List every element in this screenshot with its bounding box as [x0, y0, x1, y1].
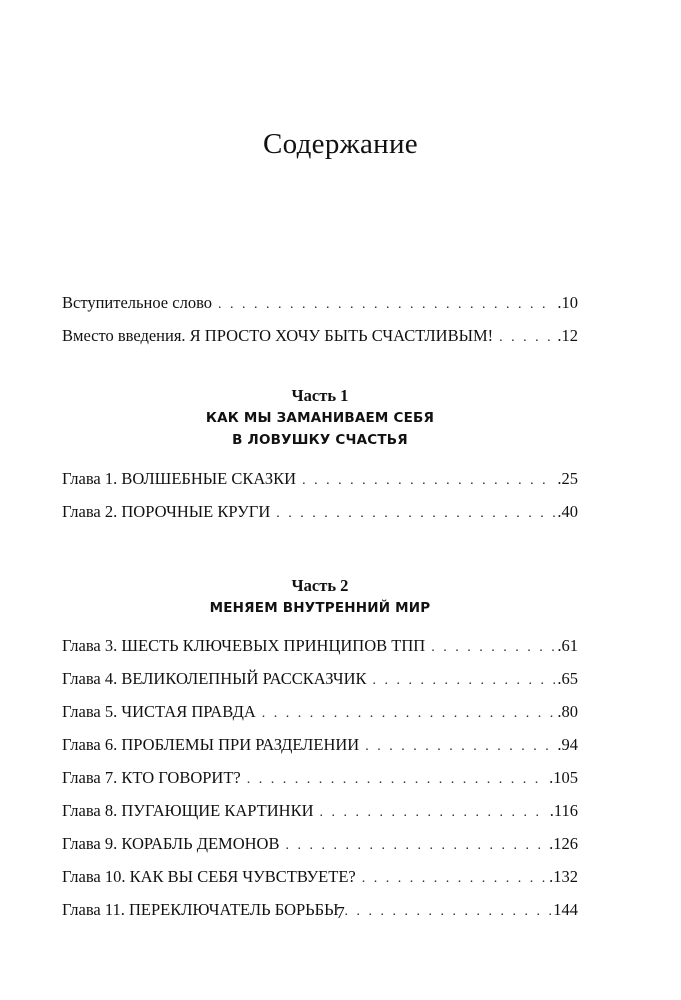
toc-entry-chapter-3 [62, 636, 578, 669]
toc-entry-label: Глава 3. ШЕСТЬ КЛЮЧЕВЫХ ПРИНЦИПОВ ТПП [62, 636, 426, 655]
toc-entry-label: Глава 11. ПЕРЕКЛЮЧАТЕЛЬ БОРЬБЫ [62, 900, 339, 919]
toc-entry-chapter-10 [62, 867, 578, 900]
toc-entry-label: Глава 7. КТО ГОВОРИТ? [62, 768, 241, 787]
part-2-heading [62, 575, 578, 619]
toc-entry-label: Глава 6. ПРОБЛЕМЫ ПРИ РАЗДЕЛЕНИИ [62, 735, 360, 754]
toc-entry-page: 144 [553, 900, 578, 919]
toc-entry-introduction [62, 326, 578, 359]
toc-entry-label: Глава 10. КАК ВЫ СЕБЯ ЧУВСТВУЕТЕ? [62, 867, 356, 886]
dot-leader [373, 673, 556, 689]
dot-leader [499, 330, 555, 346]
dot-leader [362, 871, 547, 887]
dot-leader [365, 739, 555, 755]
toc-entry-chapter-1 [62, 469, 578, 502]
toc-entry-chapter-4 [62, 669, 578, 702]
toc-entry-page: .94 [557, 735, 578, 754]
dot-leader [276, 506, 555, 522]
toc-entry-page: .40 [557, 502, 578, 521]
dot-leader [262, 706, 556, 722]
dot-leader [285, 838, 547, 854]
toc-entry-chapter-7 [62, 768, 578, 801]
toc-entry-page: .132 [549, 867, 578, 886]
part-number: Часть 1 [291, 386, 349, 405]
toc-entry-chapter-2 [62, 502, 578, 535]
toc-entry-page: .25 [557, 469, 578, 488]
toc-entry-chapter-6 [62, 735, 578, 768]
toc-entry-chapter-9 [62, 834, 578, 867]
toc-entry-page: .126 [549, 834, 578, 853]
part-title-line: МЕНЯЕМ ВНУТРЕННИЙ МИР [209, 600, 431, 616]
toc-entry-page: .61 [557, 636, 578, 655]
page-number: 7 [336, 903, 345, 922]
toc-entry-page: .65 [557, 669, 578, 688]
dot-leader [431, 640, 555, 656]
page-title: Содержание [263, 128, 418, 160]
table-of-contents [62, 293, 578, 933]
toc-entry-label: Глава 5. ЧИСТАЯ ПРАВДА [62, 702, 256, 721]
part-1-heading [62, 385, 578, 451]
part-number: Часть 2 [291, 576, 349, 595]
dot-leader [320, 805, 548, 821]
toc-entry-label: Глава 9. КОРАБЛЬ ДЕМОНОВ [62, 834, 280, 853]
toc-entry-page: .116 [549, 801, 578, 820]
toc-entry-label: Глава 8. ПУГАЮЩИЕ КАРТИНКИ [62, 801, 314, 820]
toc-entry-label: Вступительное слово [62, 293, 212, 312]
toc-entry-page: .12 [557, 326, 578, 345]
dot-leader [247, 772, 547, 788]
toc-entry-page: .80 [557, 702, 578, 721]
toc-entry-page: .10 [557, 293, 578, 312]
toc-entry-page: .105 [549, 768, 578, 787]
toc-entry-label: Глава 4. ВЕЛИКОЛЕПНЫЙ РАССКАЗЧИК [62, 669, 367, 688]
dot-leader [218, 297, 555, 313]
toc-entry-foreword [62, 293, 578, 326]
dot-leader [302, 473, 555, 489]
toc-entry-label: Глава 2. ПОРОЧНЫЕ КРУГИ [62, 502, 271, 521]
part-title-line: В ЛОВУШКУ СЧАСТЬЯ [232, 432, 408, 448]
part-title-line: КАК МЫ ЗАМАНИВАЕМ СЕБЯ [205, 410, 435, 426]
toc-entry-chapter-5 [62, 702, 578, 735]
toc-entry-chapter-8 [62, 801, 578, 834]
toc-entry-label: Вместо введения. Я ПРОСТО ХОЧУ БЫТЬ СЧАСТЛИВЫМ! [62, 326, 494, 345]
toc-entry-label: Глава 1. ВОЛШЕБНЫЕ СКАЗКИ [62, 469, 297, 488]
